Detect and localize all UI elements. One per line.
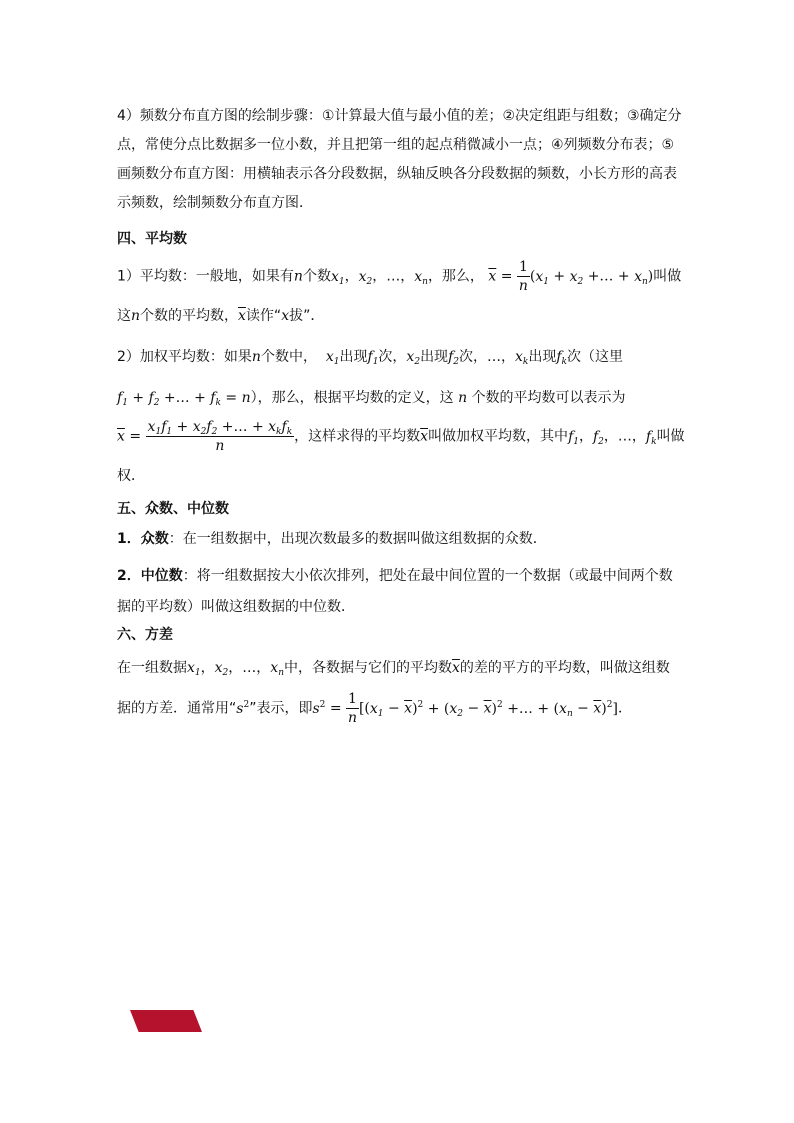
- section-heading-variance: 六、方差: [117, 627, 173, 643]
- weighted-mean-line2: $f_1 + f_2$ +… + $f_k = n$），那么，根据平均数的定义，这 n 个数的平均数可以表示为: [117, 390, 626, 408]
- weighted-mean-line4: 权．: [117, 468, 145, 484]
- section-heading-mean: 四、平均数: [117, 231, 187, 247]
- mean-definition-line1: 1）平均数：一般地，如果有n个数$x_1$，$x_2$，…，$x_n$，那么， $\overline{x}$ = $\frac{1}{n}$ ($x_1 + x_2$ +… + $x_n$)叫做: [117, 259, 682, 294]
- mode-definition: 1．众数：在一组数据中，出现次数最多的数据叫做这组数据的众数．: [117, 531, 547, 547]
- weighted-mean-fraction: $\frac{x_1f_1 + x_2f_2 +\dots + x_kf_k}{n}$: [147, 419, 293, 454]
- weighted-mean-line3: $\overline{x}$ = $\frac{x_1f_1 + x_2f_2 +\dots + x_kf_k}{n}$ ，这样求得的平均数$\overline{x}$叫做加权平均数，其中$f_1$，$f_2$，…，$f_k$叫做: [117, 419, 685, 454]
- footer-decoration: [130, 1010, 202, 1032]
- weighted-mean-line1: 2）加权平均数：如果n个数中， $x_1$出现$f_1$次，$x_2$出现$f_2$次，…，$x_k$出现$f_k$次（这里: [117, 349, 624, 367]
- mean-formula: $\overline{x}$: [488, 268, 497, 285]
- variance-line2: 据的方差．通常用“$s^2$”表示，即$s^2$ = $\frac{1}{n}$ [$(x_1 - \overline{x})^2 + (x_2 - \overline{x})^2$ +… + $(x_n - \overline{x})^2$]．: [117, 691, 632, 726]
- text-line: 4）频数分布直方图的绘制步骤：①计算最大值与最小值的差；②决定组距与组数；③确定分: [117, 108, 682, 124]
- variance-line1: 在一组数据$x_1$，$x_2$，…，$x_n$中，各数据与它们的平均数$\overline{x}$的差的平方的平均数，叫做这组数: [117, 660, 670, 678]
- xn-symbol: $x_n$: [414, 268, 428, 287]
- section-heading-mode-median: 五、众数、中位数: [117, 501, 229, 517]
- median-definition: 2．中位数：将一组数据按大小依次排列，把处在最中间位置的一个数据（或最中间两个数 据的平均数）叫做这组数据的中位数．: [117, 568, 673, 615]
- mean-definition-line2: 这n个数的平均数，$\overline{x}$读作“x拔”．: [117, 308, 325, 324]
- fraction-one-over-n-variance: $\frac{1}{n}$: [347, 691, 357, 726]
- text-line: 画频数分布直方图：用横轴表示各分段数据，纵轴反映各分段数据的频数，小长方形的高表: [117, 166, 677, 182]
- fraction-one-over-n: $\frac{1}{n}$: [518, 259, 528, 294]
- text-line: 示频数，绘制频数分布直方图．: [117, 195, 313, 211]
- x1-symbol: $x_1$: [330, 268, 345, 287]
- x-bar-symbol: $\overline{x}$: [238, 308, 246, 324]
- x2-symbol: $x_2$: [358, 268, 373, 287]
- text-line: 点，常使分点比数据多一位小数，并且把第一组的起点稍微减小一点；④列频数分布表；⑤: [117, 137, 675, 153]
- paragraph-histogram-steps: [117, 102, 685, 218]
